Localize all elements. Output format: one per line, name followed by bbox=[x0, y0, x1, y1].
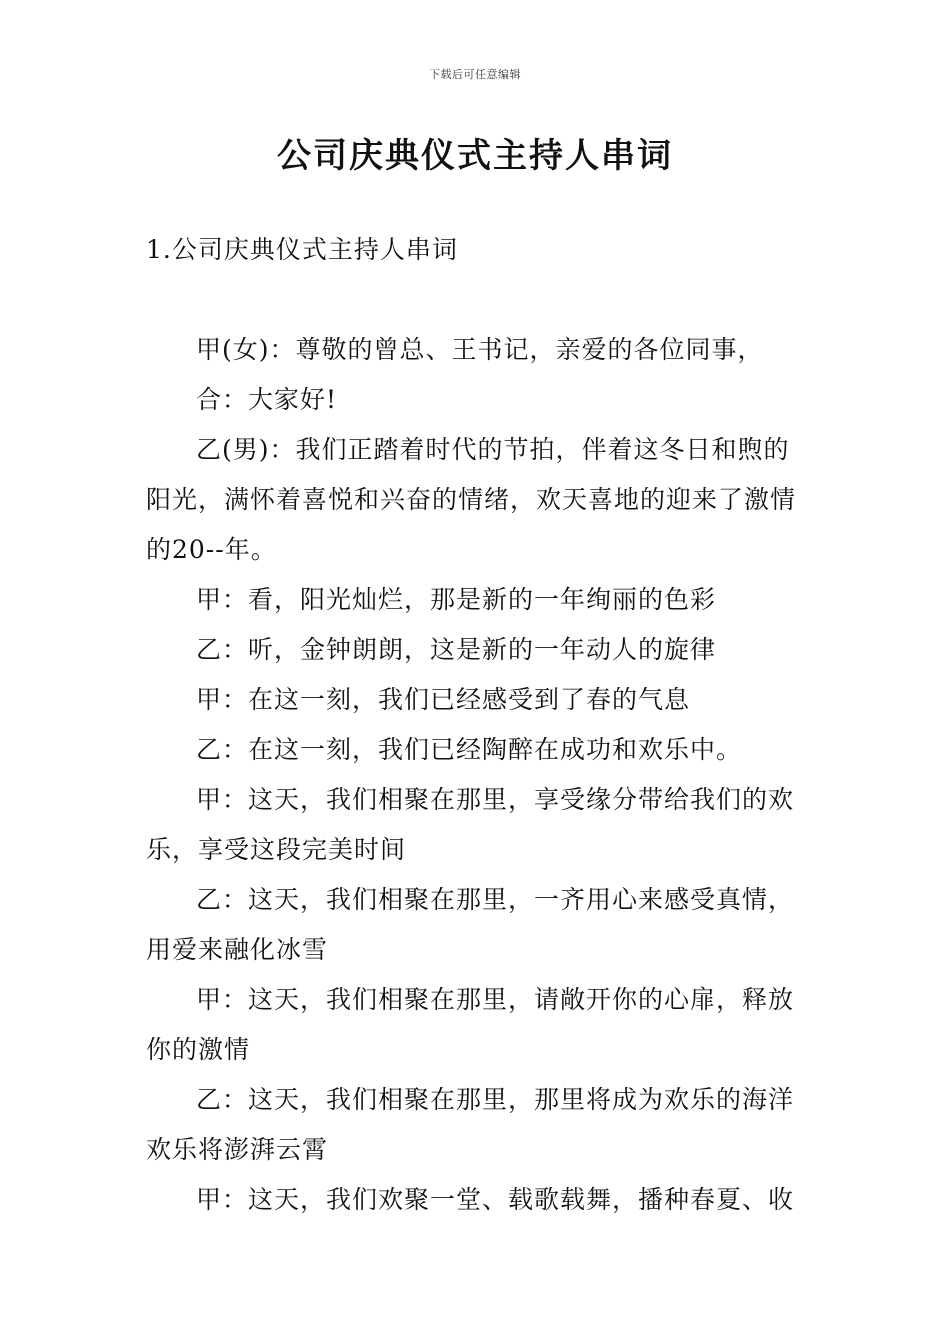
paragraph: 甲：在这一刻，我们已经感受到了春的气息 bbox=[196, 685, 691, 714]
paragraph: 乙：在这一刻，我们已经陶醉在成功和欢乐中。 bbox=[196, 735, 743, 764]
paragraph: 乙：这天，我们相聚在那里，一齐用心来感受真情，用爱来融化冰雪 bbox=[146, 885, 795, 964]
document-title: 公司庆典仪式主持人串词 bbox=[277, 136, 673, 176]
paragraph: 合：大家好! bbox=[196, 385, 338, 414]
paragraph: 甲：这天，我们相聚在那里，请敞开你的心扉，释放你的激情 bbox=[146, 985, 795, 1064]
paragraph: 甲：看，阳光灿烂，那是新的一年绚丽的色彩 bbox=[196, 585, 717, 614]
document-body bbox=[146, 325, 810, 1225]
paragraph: 乙(男)：我们正踏着时代的节拍，伴着这冬日和煦的阳光，满怀着喜悦和兴奋的情绪，欢天喜地的迎来了激情的20--年。 bbox=[146, 435, 797, 564]
page-header-note: 下载后可任意编辑 bbox=[429, 68, 521, 81]
paragraph: 乙：这天，我们相聚在那里，那里将成为欢乐的海洋欢乐将澎湃云霄 bbox=[146, 1085, 795, 1164]
paragraph: 乙：听，金钟朗朗，这是新的一年动人的旋律 bbox=[196, 635, 717, 664]
paragraph: 甲(女)：尊敬的曾总、王书记，亲爱的各位同事， bbox=[196, 335, 764, 364]
paragraph: 甲：这天，我们欢聚一堂、载歌载舞，播种春夏、收 bbox=[196, 1185, 795, 1214]
section-heading: 1.公司庆典仪式主持人串词 bbox=[146, 235, 458, 264]
paragraph: 甲：这天，我们相聚在那里，享受缘分带给我们的欢乐，享受这段完美时间 bbox=[146, 785, 795, 864]
